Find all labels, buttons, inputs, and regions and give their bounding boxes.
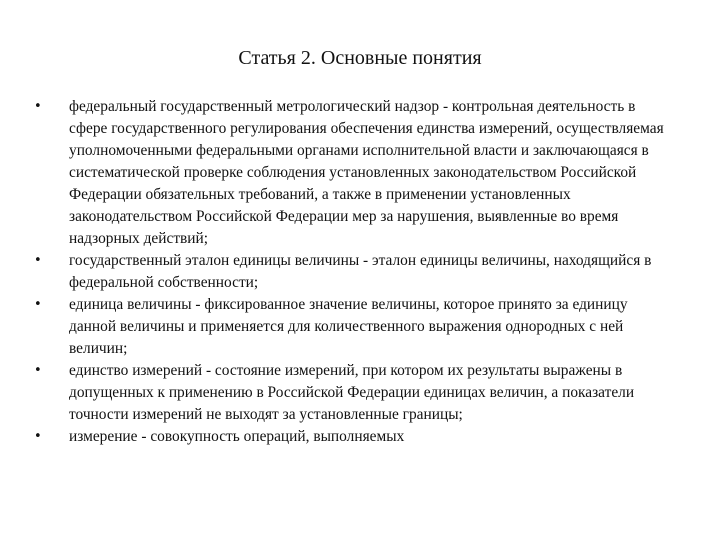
bullet-icon: • [34,297,42,312]
bullet-item [34,360,674,426]
bullet-text: государственный эталон единицы величины - эталон единицы величины, находящийся в федеральной собственности; [69,252,652,291]
bullet-text: единство измерений - состояние измерений, при котором их результаты выражены в допущенных к применению в Российской Федерации единицах величин, а показатели точности измерений не выходят за установленные границы; [69,362,635,423]
bullet-icon: • [34,253,42,268]
bullet-icon: • [34,99,42,114]
bullet-text: измерение - совокупность операций, выполняемых [69,428,405,445]
bullet-text: единица величины - фиксированное значение величины, которое принято за единицу данной величины и применяется для количественного выражения однородных с ней величин; [69,296,628,357]
bullet-icon: • [34,429,42,444]
bullet-item [34,250,674,294]
bullet-item [34,96,674,250]
bullet-text: федеральный государственный метрологический надзор - контрольная деятельность в сфере государственного регулирования обеспечения единства измерений, осуществляемая уполномоченными федеральными органами исполнительной власти и заключающаяся в систематической проверке соблюдения установленных законодательством Российской Федерации обязательных требований, а также в применении установленных законодательством Российской Федерации мер за нарушения, выявленные во время надзорных действий; [69,98,664,247]
slide-title: Статья 2. Основные понятия [238,47,482,69]
bullet-item [34,294,674,360]
bullet-icon: • [34,363,42,378]
bullet-item [34,426,674,448]
bullet-list [34,96,674,448]
